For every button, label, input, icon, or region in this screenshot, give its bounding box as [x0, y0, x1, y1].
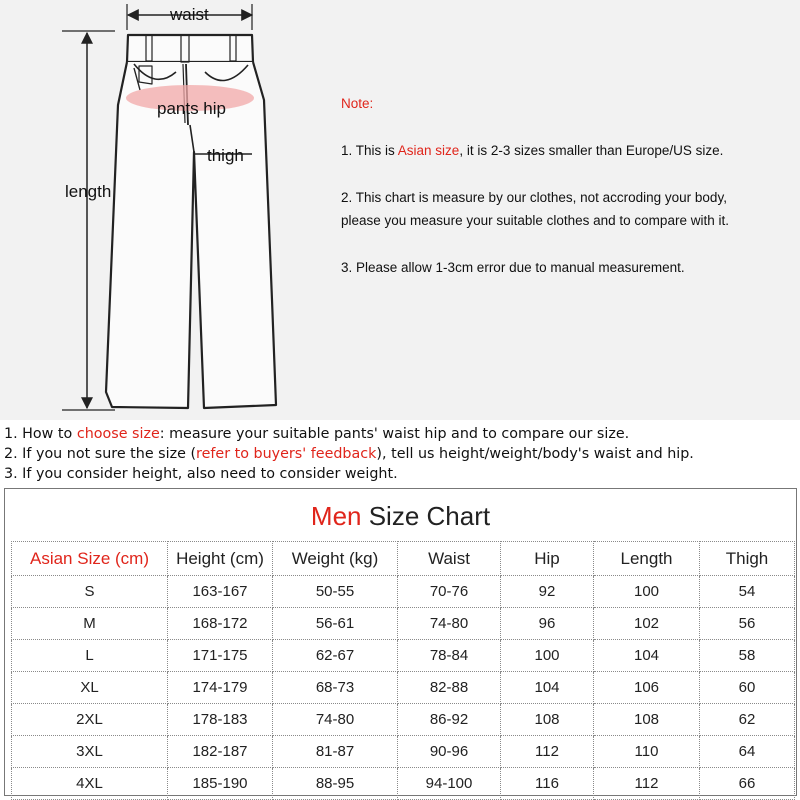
table-cell: 108 — [594, 704, 700, 736]
col-header-hip: Hip — [501, 542, 594, 576]
col-header-waist: Waist — [398, 542, 501, 576]
table-cell: 106 — [594, 672, 700, 704]
table-cell: 90-96 — [398, 736, 501, 768]
table-cell: 104 — [501, 672, 594, 704]
instruction-1 — [4, 424, 694, 444]
table-cell: 94-100 — [398, 768, 501, 800]
header-row — [12, 542, 795, 576]
size-chart — [4, 488, 797, 796]
thigh-label: thigh — [207, 146, 244, 165]
instruction-1-pre: 1. How to — [4, 426, 77, 442]
table-cell: 60 — [700, 672, 795, 704]
table-row — [12, 672, 795, 704]
table-cell: 171-175 — [168, 640, 273, 672]
table-cell: M — [12, 608, 168, 640]
table-cell: S — [12, 576, 168, 608]
instruction-2-pre: 2. If you not sure the size ( — [4, 446, 197, 462]
table-cell: L — [12, 640, 168, 672]
table-row — [12, 640, 795, 672]
instruction-1-post: : measure your suitable pants' waist hip and to compare our size. — [159, 426, 630, 442]
pants-diagram — [0, 0, 330, 420]
table-row — [12, 704, 795, 736]
table-row — [12, 576, 795, 608]
table-cell: 3XL — [12, 736, 168, 768]
note-line-1-post: , it is 2-3 sizes smaller than Europe/US size. — [459, 143, 724, 158]
table-cell: 163-167 — [168, 576, 273, 608]
table-cell: 62 — [700, 704, 795, 736]
note-line-3: 3. Please allow 1-3cm error due to manual measurement. — [341, 260, 685, 275]
hip-label: pants hip — [157, 99, 226, 118]
table-cell: 102 — [594, 608, 700, 640]
table-cell: 81-87 — [273, 736, 398, 768]
note-line-2b: please you measure your suitable clothes and to compare with it. — [341, 213, 729, 228]
table-cell: 82-88 — [398, 672, 501, 704]
instruction-2 — [4, 444, 694, 464]
table-cell: 50-55 — [273, 576, 398, 608]
table-cell: 74-80 — [273, 704, 398, 736]
size-table — [11, 541, 795, 800]
table-cell: 116 — [501, 768, 594, 800]
table-cell: 96 — [501, 608, 594, 640]
table-cell: 4XL — [12, 768, 168, 800]
table-cell: 68-73 — [273, 672, 398, 704]
table-cell: 2XL — [12, 704, 168, 736]
table-cell: 66 — [700, 768, 795, 800]
chart-title-men: Men — [310, 501, 362, 531]
col-header-asian-size: Asian Size (cm) — [12, 542, 168, 576]
table-cell: 54 — [700, 576, 795, 608]
col-header-height: Height (cm) — [168, 542, 273, 576]
waist-label: waist — [170, 5, 209, 24]
col-header-length: Length — [594, 542, 700, 576]
table-row — [12, 608, 795, 640]
table-cell: 100 — [501, 640, 594, 672]
instructions — [4, 424, 694, 484]
table-cell: 56 — [700, 608, 795, 640]
instruction-3: 3. If you consider height, also need to consider weight. — [4, 466, 398, 482]
table-cell: 64 — [700, 736, 795, 768]
table-cell: 62-67 — [273, 640, 398, 672]
table-row — [12, 768, 795, 800]
table-cell: 70-76 — [398, 576, 501, 608]
table-cell: 58 — [700, 640, 795, 672]
table-row — [12, 736, 795, 768]
table-cell: 182-187 — [168, 736, 273, 768]
table-cell: 86-92 — [398, 704, 501, 736]
table-cell: 174-179 — [168, 672, 273, 704]
table-cell: 168-172 — [168, 608, 273, 640]
note-line-2a: 2. This chart is measure by our clothes, not accroding your body, — [341, 190, 727, 205]
length-label: length — [65, 182, 112, 201]
table-cell: 74-80 — [398, 608, 501, 640]
asian-size-highlight: Asian size — [397, 143, 460, 158]
table-cell: XL — [12, 672, 168, 704]
feedback-highlight: refer to buyers' feedback — [196, 446, 377, 462]
table-cell: 56-61 — [273, 608, 398, 640]
table-cell: 178-183 — [168, 704, 273, 736]
table-cell: 88-95 — [273, 768, 398, 800]
table-cell: 112 — [594, 768, 700, 800]
chart-title — [5, 489, 796, 541]
table-cell: 92 — [501, 576, 594, 608]
note-line-1 — [341, 143, 723, 158]
instruction-2-post: ), tell us height/weight/body's waist and hip. — [376, 446, 694, 462]
note-line-1-pre: 1. This is — [341, 143, 398, 158]
table-cell: 78-84 — [398, 640, 501, 672]
table-cell: 104 — [594, 640, 700, 672]
choose-size-highlight: choose size — [76, 426, 160, 442]
table-cell: 112 — [501, 736, 594, 768]
table-body — [12, 576, 795, 800]
col-header-weight: Weight (kg) — [273, 542, 398, 576]
chart-title-rest: Size Chart — [361, 501, 491, 531]
table-cell: 110 — [594, 736, 700, 768]
col-header-thigh: Thigh — [700, 542, 795, 576]
table-cell: 185-190 — [168, 768, 273, 800]
table-cell: 108 — [501, 704, 594, 736]
table-cell: 100 — [594, 576, 700, 608]
note-title: Note: — [341, 96, 374, 111]
